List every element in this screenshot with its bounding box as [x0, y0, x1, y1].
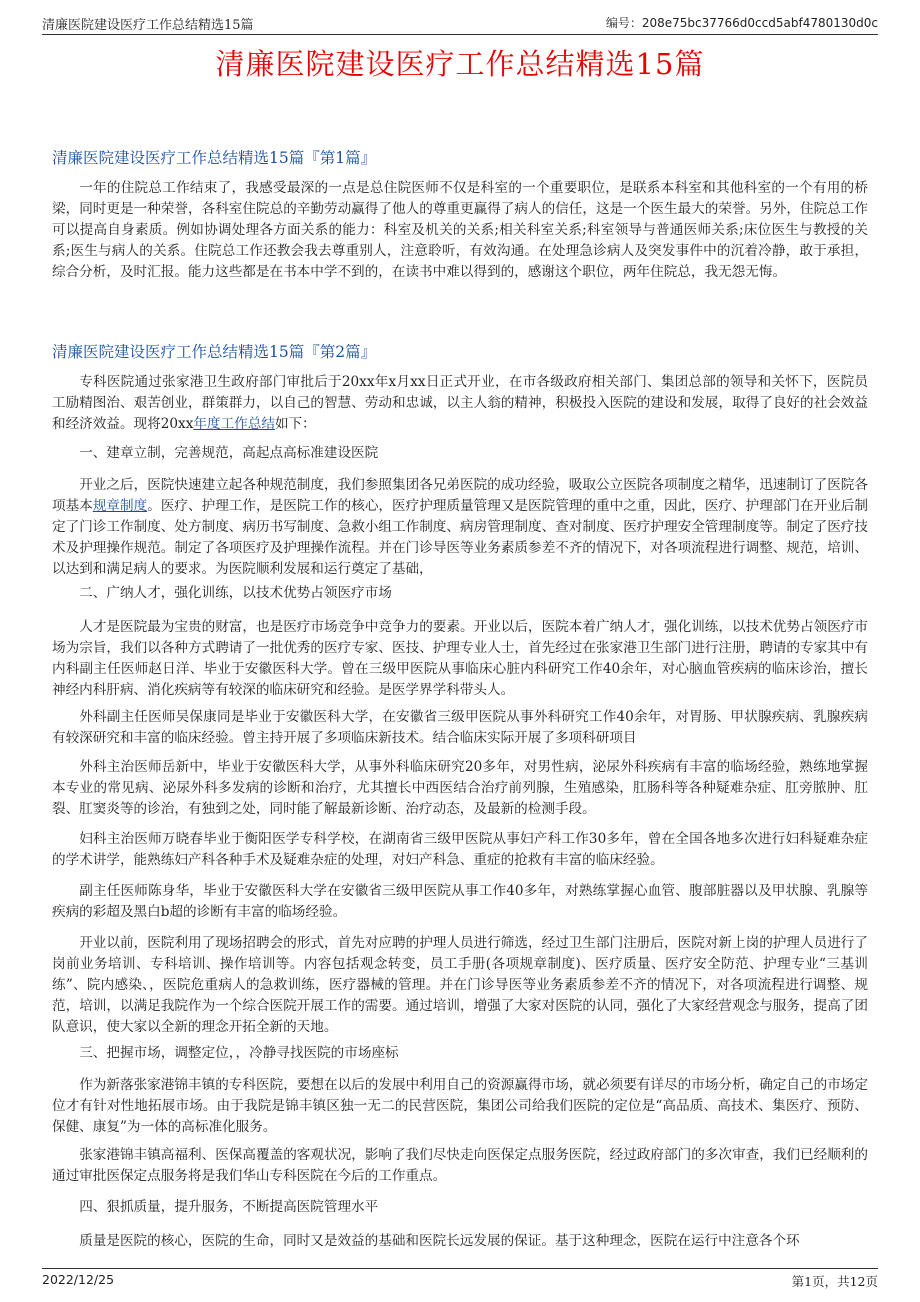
link-regulations[interactable]: 规章制度	[92, 498, 148, 514]
heading-3: 三、把握市场，调整定位，，冷静寻找医院的市场座标	[79, 1045, 399, 1061]
intro-tail: 如下：	[274, 416, 316, 432]
paragraph-intro	[52, 372, 868, 435]
paragraph: 副主任医师陈身华，毕业于安徽医科大学在安徽省三级甲医院从事工作40多年，对熟练掌握心血管、腹部脏器以及甲状腺、乳腺等疾病的彩超及黑白b超的诊断有丰富的临场经验。	[52, 883, 868, 920]
page-footer	[42, 1268, 878, 1287]
footer-date: 2022/12/25	[42, 1272, 115, 1287]
paragraph: 作为新落张家港锦丰镇的专科医院，要想在以后的发展中利用自己的资源赢得市场，就必须要有详尽的市场分析，确定自己的市场定位才有针对性地拓展市场。由于我院是锦丰镇区独一无二的民营医院，集团公司给我们医院的定位是“高品质、高技术、集医疗、预防、保健、康复”为一体的高标准化服务。	[52, 1077, 868, 1135]
paragraph: 外科副主任医师吴保康同是毕业于安徽医科大学，在安徽省三级甲医院从事外科研究工作40余年，对胃肠、甲状腺疾病、乳腺疾病有较深研究和丰富的临床经验。曾主持开展了多项临床新技术。结合临床实际开展了多项科研项目	[52, 709, 868, 746]
intro-text: 专科医院通过张家港卫生政府部门审批后于20xx年x月xx日正式开业，在市各级政府相关部门、集团总部的领导和关怀下，医院员工励精图治、艰苦创业，群策群力，以自己的智慧、劳动和忠诚，以主人翁的精神，积极投入医院的建设和发展，取得了良好的社会效益和经济效益。现将20xx	[52, 374, 868, 432]
header-doc-name: 清廉医院建设医疗工作总结精选15篇	[42, 18, 254, 33]
heading-1: 一、建章立制，完善规范，高起点高标准建设医院	[79, 445, 379, 461]
section-title-1: 清廉医院建设医疗工作总结精选15篇『第1篇』	[52, 149, 377, 167]
page-header	[42, 12, 878, 35]
header-doc-number: 编号：208e75bc37766d0ccd5abf4780130d0c	[605, 16, 878, 30]
footer-page-number: 第1页，共12页	[791, 1274, 878, 1289]
heading-2: 二、广纳人才，强化训练，以技术优势占领医疗市场	[79, 585, 392, 601]
paragraph: 开业以前，医院利用了现场招聘会的形式，首先对应聘的护理人员进行筛选，经过卫生部门注册后，医院对新上岗的护理人员进行了岗前业务培训、专科培训、操作培训等。内容包括观念转变，员工手册(各项规章制度)、医疗质量、医疗安全防范、护理专业“三基训练”、院内感染、，医院危重病人的急救训练，医疗器械的管理。并在门诊导医等业务素质参差不齐的情况下，对各项流程进行调整、规范，培训，以满足我院作为一个综合医院开展工作的需要。通过培训，增强了大家对医院的认同，强化了大家经营观念与服务，提高了团队意识，使大家以全新的理念开拓全新的天地。	[52, 935, 868, 1035]
paragraph: 张家港锦丰镇高福利、医保高覆盖的客观状况，影响了我们尽快走向医保定点服务医院，经过政府部门的多次审查，我们已经顺利的通过审批医保定点服务将是我们华山专科医院在今后的工作重点。	[52, 1147, 868, 1184]
rules-text: 开业之后，医院快速建立起各种规范制度，我们参照集团各兄弟医院的成功经验，吸取公立医院各项制度之精华，迅速制订了医院各项基本	[52, 477, 868, 514]
paragraph: 外科主治医师岳新中，毕业于安徽医科大学，从事外科临床研究20多年，对男性病，泌尿外科疾病有丰富的临场经验，熟练地掌握本专业的常见病、泌尿外科多发病的诊断和治疗，尤其擅长中西医结合治疗前列腺，生殖感染，肛肠科等各种疑难杂症、肛旁脓肿、肛裂、肛窦炎等的诊治，有独到之处，同时能了解最新诊断、治疗动态，及最新的检测手段。	[52, 759, 868, 817]
heading-4: 四、狠抓质量，提升服务，不断提高医院管理水平	[79, 1199, 379, 1215]
paragraph: 质量是医院的核心，医院的生命，同时又是效益的基础和医院长远发展的保证。基于这种理念，医院在运行中注意各个环	[79, 1233, 800, 1249]
section-title-2: 清廉医院建设医疗工作总结精选15篇『第2篇』	[52, 343, 377, 361]
paragraph-rules	[52, 475, 868, 580]
document-title: 清廉医院建设医疗工作总结精选15篇	[215, 47, 705, 81]
paragraph: 人才是医院最为宝贵的财富，也是医疗市场竞争中竞争力的要素。开业以后，医院本着广纳人才，强化训练，以技术优势占领医疗市场为宗旨，我们以各种方式聘请了一批优秀的医疗专家、医技、护理专业人士，首先经过在张家港卫生部门进行注册，聘请的专家其中有内科副主任医师赵日洋、毕业于安徽医科大学。曾在三级甲医院从事临床心脏内科研究工作40余年，对心脑血管疾病的临床诊治，擅长神经内科肝病、消化疾病等有较深的临床研究和经验。是医学界学科带头人。	[52, 619, 868, 698]
paragraph: 一年的住院总工作结束了，我感受最深的一点是总住院医师不仅是科室的一个重要职位，是联系本科室和其他科室的一个有用的桥梁，同时更是一种荣誉，各科室住院总的辛勤劳动赢得了他人的尊重更赢得了病人的信任，这是一个医生最大的荣誉。另外，住院总工作可以提高自身素质。例如协调处理各方面关系的能力：科室及机关的关系;相关科室关系;科室领导与普通医师关系;床位医生与教授的关系;医生与病人的关系。住院总工作还教会我去尊重别人，注意聆听，有效沟通。在处理急诊病人及突发事件中的沉着冷静，敢于承担，综合分析，及时汇报。能力这些都是在书本中学不到的，在读书中难以得到的，感谢这个职位，两年住院总，我无怨无悔。	[52, 180, 868, 280]
rules-text-tail: 。医疗、护理工作，是医院工作的核心，医疗护理质量管理又是医院管理的重中之重，因此，医疗、护理部门在开业后制定了门诊工作制度、处方制度、病历书写制度、急救小组工作制度、病房管理制度、查对制度、医疗护理安全管理制度等。制定了医疗技术及护理操作规范。制定了各项医疗及护理操作流程。并在门诊导医等业务素质参差不齐的情况下，对各项流程进行调整、规范，培训、以达到和满足病人的要求。为医院顺利发展和运行奠定了基础，	[52, 498, 869, 577]
paragraph: 妇科主治医师万晓春毕业于衡阳医学专科学校，在湖南省三级甲医院从事妇产科工作30多年，曾在全国各地多次进行妇科疑难杂症的学术讲学，能熟练妇产科各种手术及疑难杂症的处理，对妇产科急、重症的抢救有丰富的临床经验。	[52, 831, 868, 868]
link-annual-summary[interactable]: 年度工作总结	[193, 416, 275, 432]
